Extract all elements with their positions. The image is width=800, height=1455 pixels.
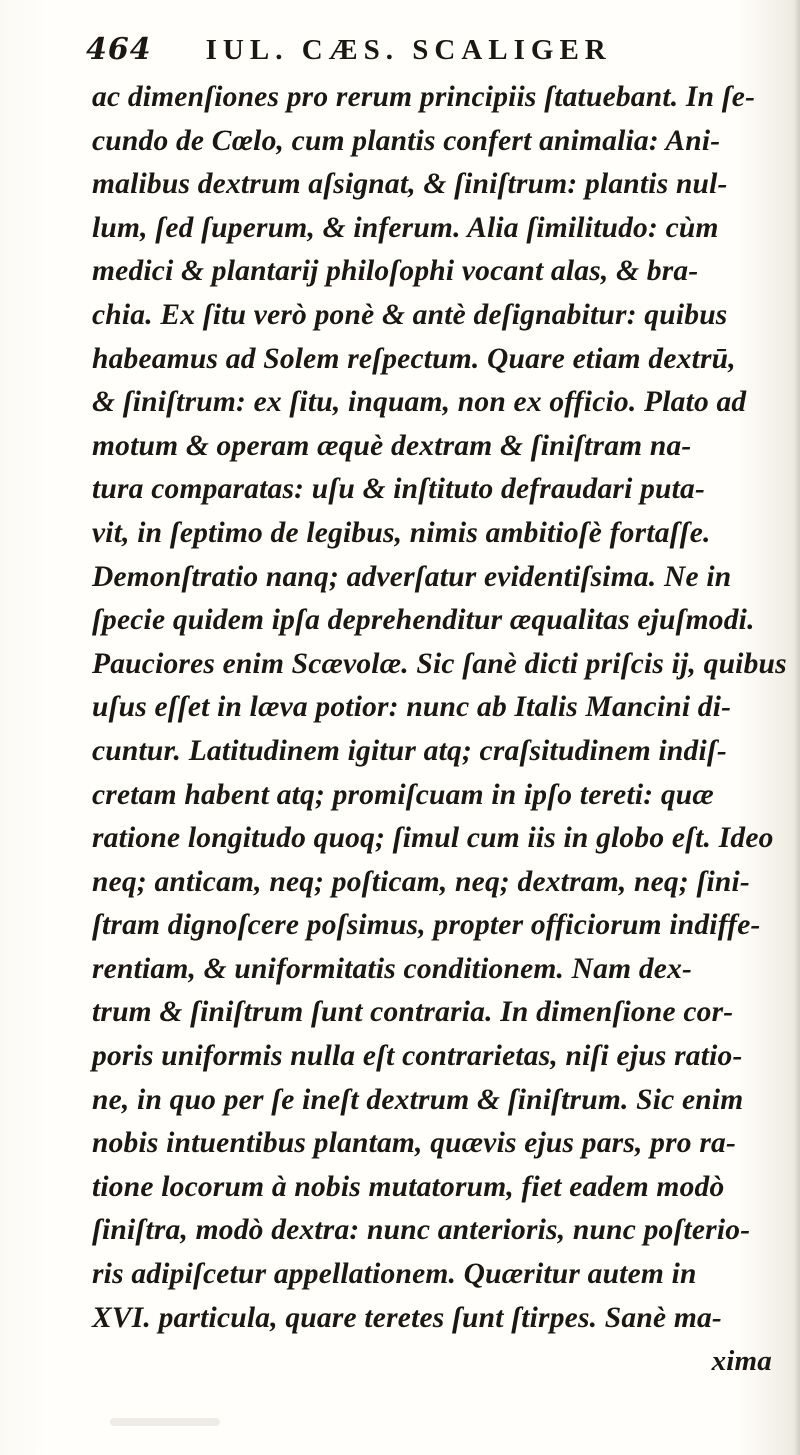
- text-line: malibus dextrum aſsignat, & ſiniſtrum: plantis nul-: [92, 168, 728, 201]
- body-text: [92, 76, 792, 1384]
- running-head: IUL. CÆS. SCALIGER: [205, 34, 612, 66]
- text-line: nobis intuentibus plantam, quævis ejus pars, pro ra-: [92, 1127, 736, 1160]
- text-line: habeamus ad Solem reſpectum. Quare etiam dextrū,: [92, 342, 736, 375]
- text-line: poris uniformis nulla eſt contrarietas, niſi ejus ratio-: [92, 1040, 743, 1073]
- text-line: tura comparatas: uſu & inſtituto defraudari puta-: [92, 473, 706, 506]
- text-line: lum, ſed ſuperum, & inferum. Alia ſimilitudo: cùm: [92, 211, 719, 244]
- text-line: ac dimenſiones pro rerum principiis ſtatuebant. In ſe-: [92, 81, 756, 113]
- text-line: ſiniſtra, modò dextra: nunc anterioris, nunc poſterio-: [92, 1214, 751, 1247]
- text-line: rentiam, & uniformitatis conditionem. Nam dex-: [92, 952, 693, 985]
- text-line: neq; anticam, neq; poſticam, neq; dextram, neq; ſini-: [92, 865, 750, 898]
- text-line: chia. Ex ſitu verò ponè & antè deſignabitur: quibus: [92, 298, 728, 331]
- text-line: uſus eſſet in læva potior: nunc ab Italis Mancini di-: [92, 691, 732, 724]
- text-line: ne, in quo per ſe ineſt dextrum & ſiniſtrum. Sic enim: [92, 1083, 744, 1116]
- text-line: cretam habent atq; promiſcuam in ipſo tereti: quæ: [92, 778, 714, 811]
- text-line: ris adipiſcetur appellationem. Quæritur autem in: [92, 1258, 697, 1291]
- text-line: Demonſtratio nanq; adverſatur evidentiſsima. Ne in: [92, 560, 732, 593]
- text-line: vit, in ſeptimo de legibus, nimis ambitioſè fortaſſe.: [92, 516, 711, 549]
- text-line: motum & operam æquè dextram & ſiniſtram na-: [92, 429, 692, 462]
- text-line: Pauciores enim Scævolæ. Sic ſanè dicti priſcis ij, quibus: [92, 647, 787, 680]
- text-line: ſpecie quidem ipſa deprehenditur æqualitas ejuſmodi.: [92, 604, 755, 637]
- catchword-row: [92, 1340, 792, 1384]
- page-number: 464: [86, 32, 152, 67]
- paper-stain: [110, 1418, 220, 1426]
- text-line: ſtram dignoſcere poſsimus, propter officiorum indiffe-: [92, 909, 761, 942]
- text-line: tione locorum à nobis mutatorum, fiet eadem modò: [92, 1170, 725, 1203]
- catchword: xima: [711, 1345, 772, 1378]
- text-line: XVI. particula, quare teretes ſunt ſtirpes. Sanè ma-: [92, 1301, 722, 1334]
- text-line: ratione longitudo quoq; ſimul cum iis in globo eſt. Ideo: [92, 822, 774, 855]
- text-line: & ſiniſtrum: ex ſitu, inquam, non ex officio. Plato ad: [92, 386, 747, 419]
- text-line: cuntur. Latitudinem igitur atq; craſsitudinem indiſ-: [92, 734, 727, 767]
- text-line: cundo de Cœlo, cum plantis confert animalia: Ani-: [92, 124, 721, 157]
- text-line: medici & plantarij philoſophi vocant alas, & bra-: [92, 255, 699, 288]
- page-edge-shadow: [794, 0, 800, 1455]
- page-header: [86, 32, 726, 72]
- text-line: trum & ſiniſtrum ſunt contraria. In dimenſione cor-: [92, 996, 734, 1029]
